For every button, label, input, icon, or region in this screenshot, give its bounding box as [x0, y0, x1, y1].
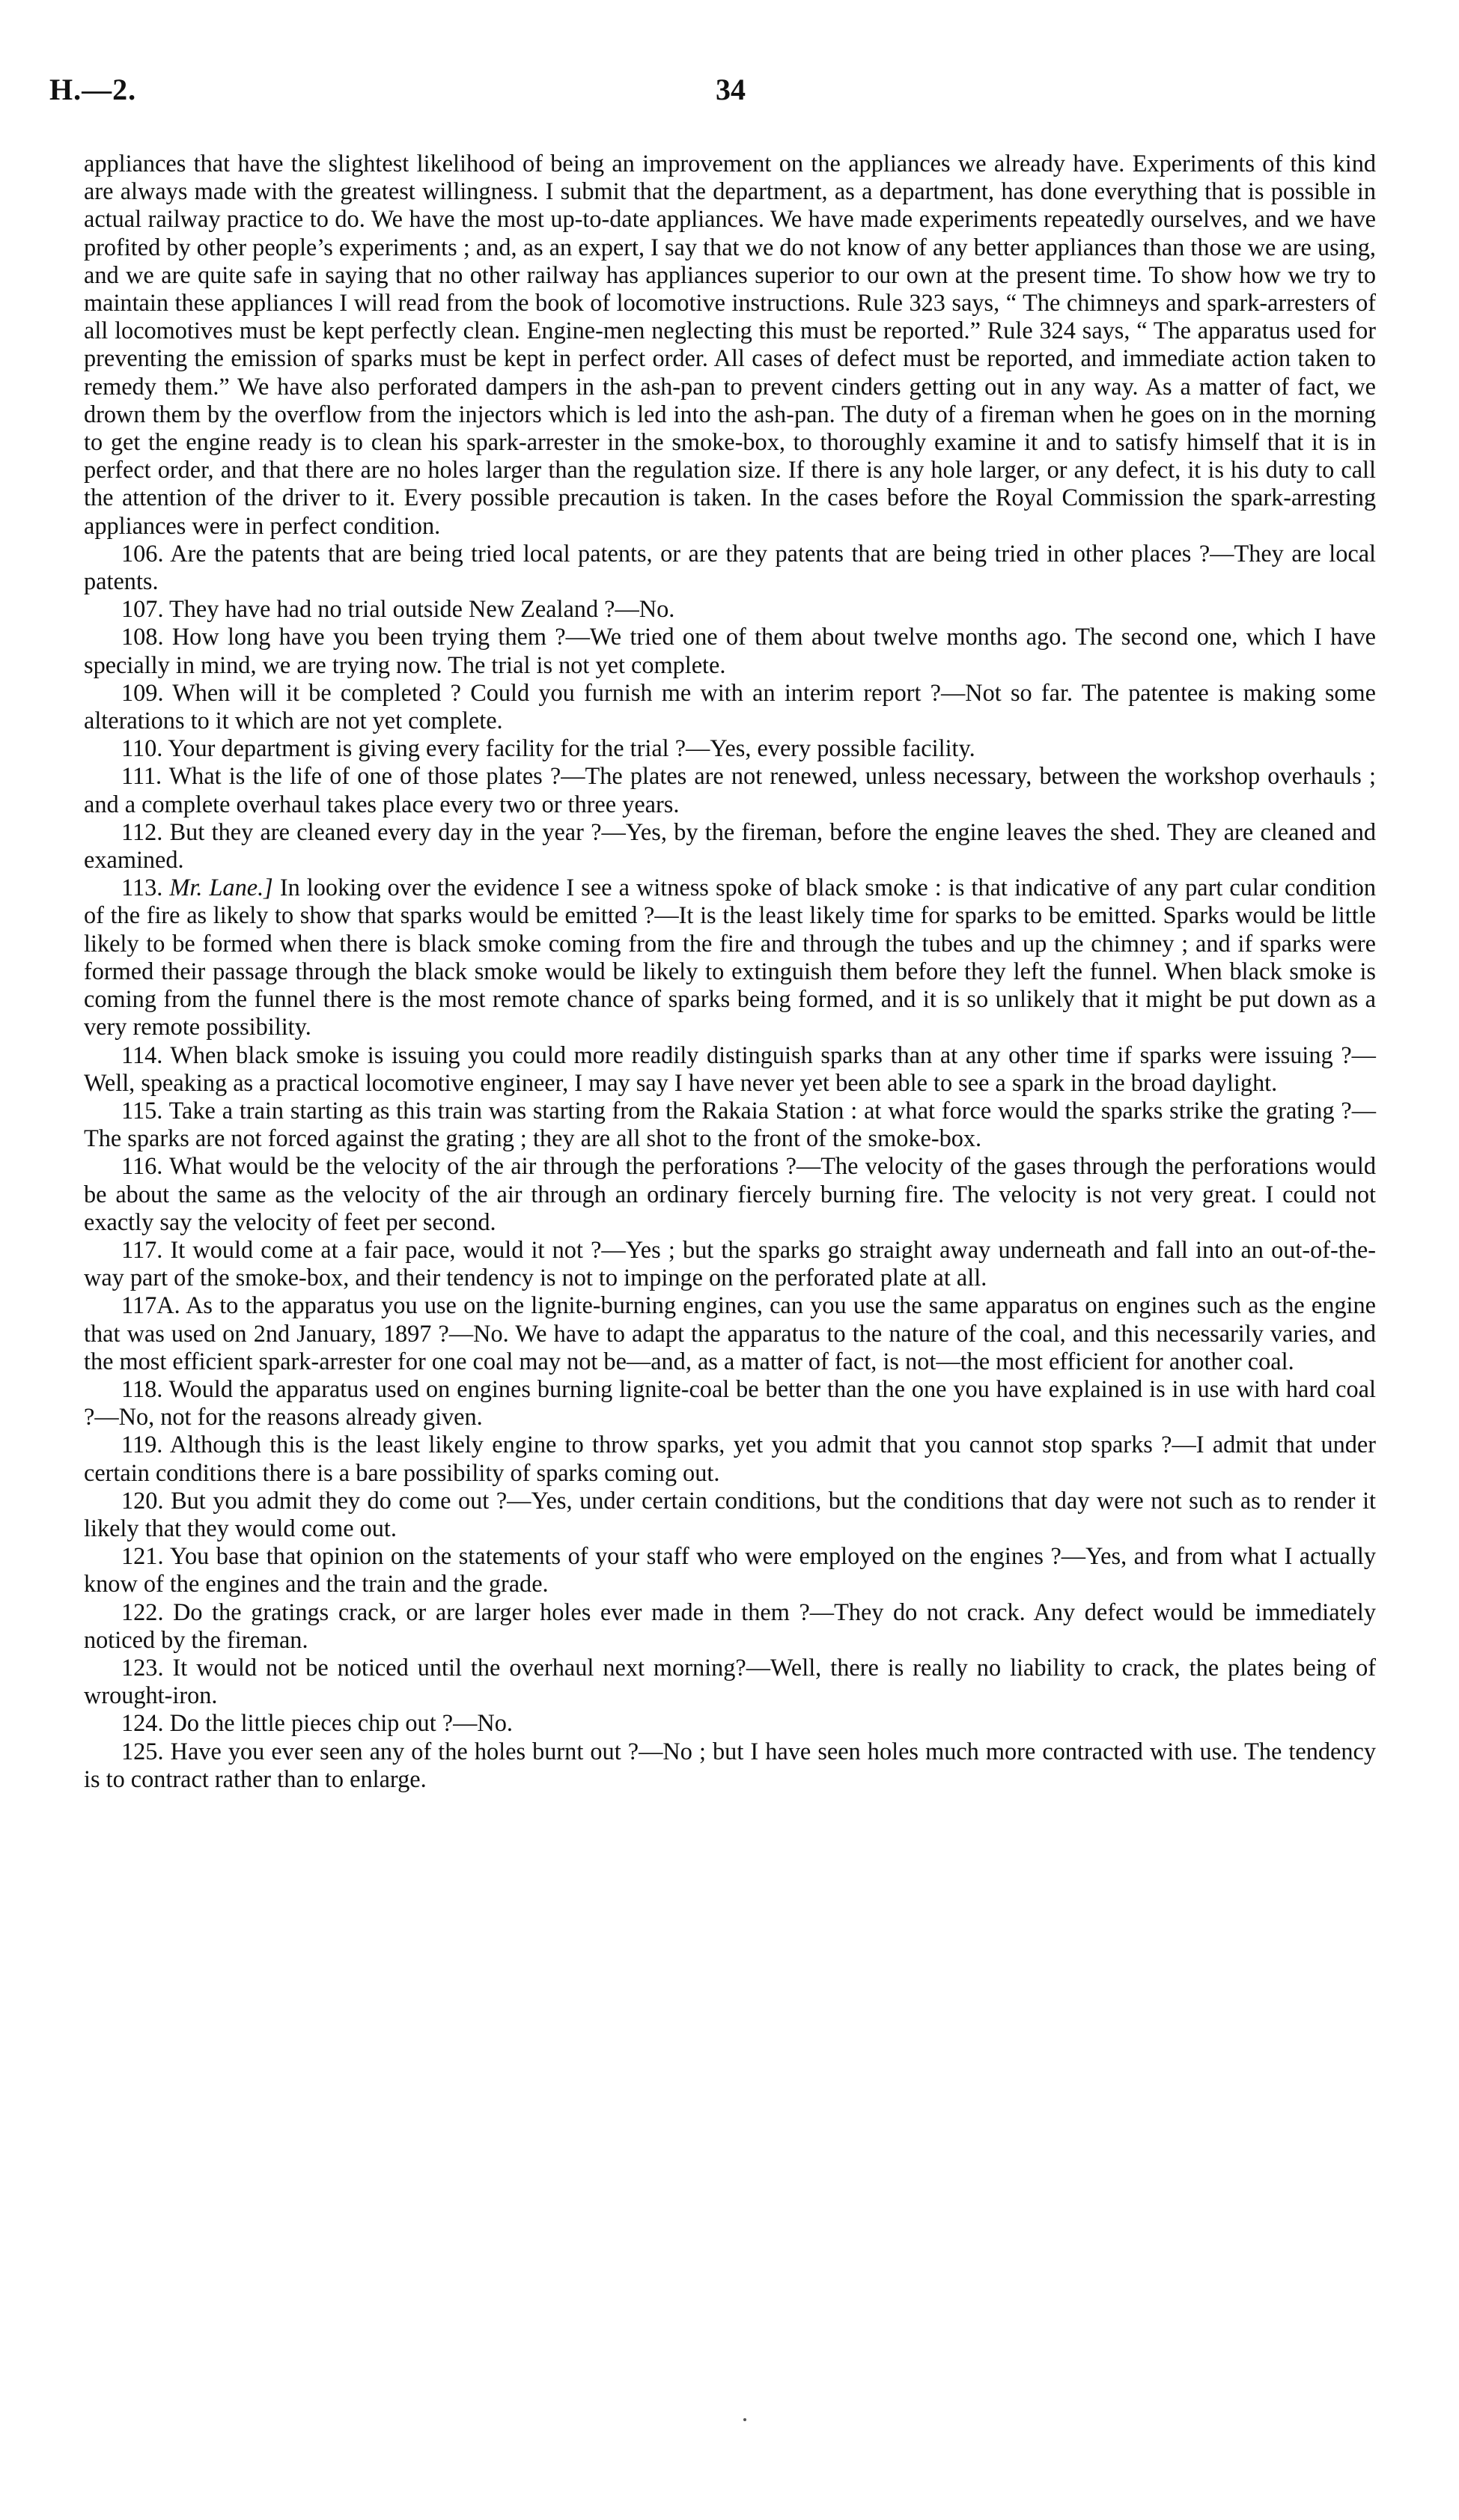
paragraph-text: appliances that have the slightest likelihood of being an improvement on the appliances we already have. Experiments of this kind are always made with the greatest willingness. I submit that the department, as a department, has done everything that is possible in actual railway practice to do. We have the most up-to-date appliances. We have made experiments repeatedly ourselves, and we have profited by other people’s experiments ; and, as an expert, I say that we do not know of any better appliances than those we are using, and we are quite safe in saying that no other railway has appliances superior to our own at the present time. To show how we try to maintain these appliances I will read from the book of locomotive instructions. Rule 323 says, “ The chimneys and spark-arresters of all locomotives must be kept perfectly clean. Engine-men neglecting this must be reported.” Rule 324 says, “ The apparatus used for preventing the emission of sparks must be kept in perfect order. All cases of defect must be reported, and immediate action taken to remedy them.” We have also perforated dampers in the ash-pan to prevent cinders getting out in any way. As a matter of fact, we drown them by the overflow from the injectors which is led into the ash-pan. The duty of a fireman when he goes on in the morning to get the engine ready is to clean his spark-arrester in the smoke-box, to thoroughly examine it and to satisfy himself that it is in perfect order, and that there are no holes larger than the regulation size. If there is any hole larger, or any defect, it is his duty to call the attention of the driver to it. Every possible precaution is taken. In the cases before the Royal Commission the spark-arresting appliances were in perfect condition.: [84, 150, 1376, 539]
question-123: [84, 1654, 1376, 1709]
document-reference: H.—2.: [49, 73, 137, 106]
question-113: [84, 874, 1376, 1041]
question-text: Do the little pieces chip out ?—No.: [169, 1709, 513, 1737]
question-number: 117.: [121, 1235, 163, 1263]
question-text: Are the patents that are being tried local patents, or are they patents that are being tried in other places ?—They are local patents.: [84, 539, 1376, 595]
question-111: [84, 762, 1376, 818]
question-number: 106.: [121, 539, 164, 567]
question-number: 108.: [121, 623, 164, 651]
question-text: Although this is the least likely engine to throw sparks, yet you admit that you cannot stop sparks ?—I admit that under certain conditions there is a bare possibility of sparks coming out.: [84, 1431, 1376, 1486]
question-114: [84, 1041, 1376, 1097]
question-number: 114.: [121, 1041, 163, 1068]
question-text: Have you ever seen any of the holes burnt out ?—No ; but I have seen holes much more contracted with use. The tendency is to contract rather than to enlarge.: [84, 1737, 1377, 1792]
question-text: Your department is giving every facility for the trial ?—Yes, every possible facility.: [168, 734, 975, 762]
question-number: 116.: [121, 1152, 163, 1180]
question-number: 109.: [121, 678, 164, 706]
question-number: 125.: [121, 1737, 164, 1765]
question-120: [84, 1487, 1376, 1542]
question-117a: [84, 1291, 1376, 1375]
question-text: But they are cleaned every day in the year ?—Yes, by the fireman, before the engine leaves the shed. They are cleaned and examined.: [84, 818, 1376, 874]
question-number: 121.: [121, 1542, 164, 1570]
question-text: It would come at a fair pace, would it not ?—Yes ; but the sparks go straight away underneath and fall into an out-of-the-way part of the smoke-box, and their tendency is not to impinge on the perforated plate at all.: [84, 1235, 1376, 1291]
question-109: [84, 679, 1376, 734]
page-header: [49, 72, 1374, 117]
question-107: [84, 595, 1376, 623]
question-text: You base that opinion on the statements of your staff who were employed on the engines ?—Yes, and from what I actually know of the engines and the train and the grade.: [84, 1542, 1376, 1598]
question-text: It would not be noticed until the overhaul next morning?—Well, there is really no liability to crack, the plates being of wrought-iron.: [84, 1653, 1376, 1709]
question-text: As to the apparatus you use on the lignite-burning engines, can you use the same apparatus on engines such as the engine that was used on 2nd January, 1897 ?—No. We have to adapt the apparatus to the nature of the coal, and this necessarily varies, and the most efficient spark-arrester for one coal may not be—and, as a matter of fact, is not—the most efficient for another coal.: [84, 1291, 1376, 1375]
question-121: [84, 1542, 1376, 1598]
question-number: 110.: [121, 734, 163, 762]
question-number: 122.: [121, 1598, 164, 1625]
question-124: [84, 1709, 1376, 1737]
question-118: [84, 1375, 1376, 1431]
question-112: [84, 818, 1376, 874]
question-text: In looking over the evidence I see a witness spoke of black smoke : is that indicative of any part cular condition of the fire as likely to show that sparks would be emitted ?—It is the least likely time for sparks to be emitted. Sparks would be little likely to be formed when there is black smoke coming from the fire and through the tubes and up the chimney ; and if sparks were formed their passage through the black smoke would be likely to extinguish them before they left the funnel. When black smoke is coming from the funnel there is the most remote chance of sparks being formed, and it is so unlikely that it might be put down as a very remote possibility.: [84, 874, 1377, 1041]
question-115: [84, 1097, 1376, 1152]
question-number: 118.: [121, 1375, 163, 1402]
question-125: [84, 1738, 1376, 1793]
question-number: 120.: [121, 1486, 164, 1514]
question-119: [84, 1431, 1376, 1486]
question-text: But you admit they do come out ?—Yes, under certain conditions, but the conditions that day were not such as to render it likely that they would come out.: [84, 1486, 1377, 1541]
question-text: They have had no trial outside New Zealand ?—No.: [169, 595, 675, 623]
question-text: What is the life of one of those plates ?—The plates are not renewed, unless necessary, between the workshop overhauls ; and a complete overhaul takes place every two or three years.: [84, 762, 1376, 818]
question-122: [84, 1598, 1376, 1654]
question-106: [84, 540, 1376, 595]
question-number: 113.: [121, 874, 163, 901]
question-text: How long have you been trying them ?—We tried one of them about twelve months ago. The second one, which I have specially in mind, we are trying now. The trial is not yet complete.: [84, 623, 1376, 678]
speaker-name: Mr. Lane.]: [169, 874, 273, 901]
question-number: 115.: [121, 1096, 163, 1124]
question-117: [84, 1236, 1376, 1291]
page-mark: [743, 2418, 746, 2421]
question-text: When black smoke is issuing you could more readily distinguish sparks than at any other time if sparks were issuing ?—Well, speaking as a practical locomotive engineer, I may say I have never yet been able to see a spark in the broad daylight.: [84, 1041, 1376, 1096]
page-number: 34: [716, 73, 746, 106]
question-number: 107.: [121, 595, 164, 623]
question-number: 123.: [121, 1653, 164, 1681]
question-number: 112.: [121, 818, 163, 845]
question-text: Do the gratings crack, or are larger holes ever made in them ?—They do not crack. Any defect would be immediately noticed by the fireman.: [84, 1598, 1376, 1653]
paragraph: [84, 150, 1376, 540]
question-number: 117A.: [121, 1291, 180, 1319]
question-number: 119.: [121, 1431, 163, 1458]
body-text: [84, 150, 1376, 1793]
question-number: 124.: [121, 1709, 164, 1737]
question-116: [84, 1152, 1376, 1236]
question-text: What would be the velocity of the air through the perforations ?—The velocity of the gases through the perforations would be about the same as the velocity of the air through an ordinary fiercely burning fire. The velocity is not very great. I could not exactly say the velocity of feet per second.: [84, 1152, 1376, 1235]
question-110: [84, 734, 1376, 762]
question-number: 111.: [121, 762, 162, 790]
question-text: Take a train starting as this train was starting from the Rakaia Station : at what force would the sparks strike the grating ?—The sparks are not forced against the grating ; they are all shot to the front of the smoke-box.: [84, 1096, 1376, 1152]
question-text: Would the apparatus used on engines burning lignite-coal be better than the one you have explained is in use with hard coal ?—No, not for the reasons already given.: [84, 1375, 1376, 1431]
question-108: [84, 623, 1376, 678]
question-text: When will it be completed ? Could you furnish me with an interim report ?—Not so far. The patentee is making some alterations to it which are not yet complete.: [84, 678, 1376, 734]
